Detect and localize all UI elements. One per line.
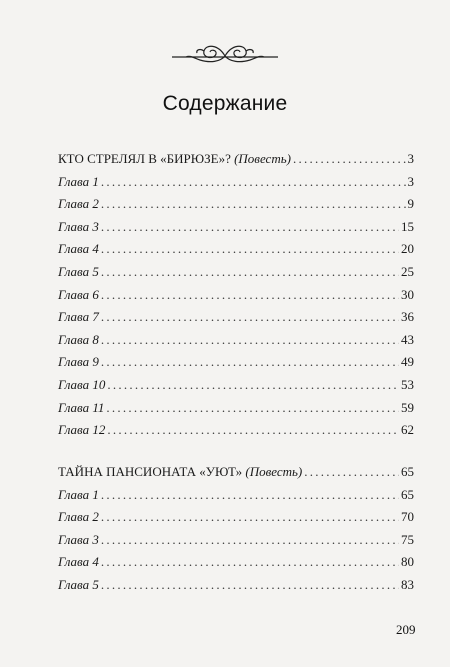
dot-leader bbox=[101, 351, 399, 374]
dot-leader bbox=[101, 529, 399, 552]
chapter-page: 62 bbox=[401, 422, 414, 438]
dot-leader bbox=[101, 506, 399, 529]
toc-chapter-row[interactable] bbox=[58, 306, 414, 329]
chapter-page: 20 bbox=[401, 241, 414, 257]
chapter-page: 83 bbox=[401, 576, 414, 592]
chapter-page: 30 bbox=[401, 286, 414, 302]
chapter-label: Глава 4 bbox=[58, 554, 99, 570]
chapter-label: Глава 3 bbox=[58, 218, 99, 234]
toc-section-2 bbox=[58, 461, 414, 597]
dot-leader bbox=[101, 261, 399, 284]
chapter-label: Глава 4 bbox=[58, 241, 99, 257]
chapter-page: 43 bbox=[401, 331, 414, 347]
section-title: ТАЙНА ПАНСИОНАТА «УЮТ» (Повесть) bbox=[58, 464, 303, 479]
chapter-label: Глава 1 bbox=[58, 486, 99, 502]
section-page: 3 bbox=[407, 151, 414, 166]
chapter-page: 59 bbox=[401, 399, 414, 415]
chapter-page: 36 bbox=[401, 309, 414, 325]
toc-chapter-row[interactable] bbox=[58, 216, 414, 239]
toc-chapter-row[interactable] bbox=[58, 329, 414, 352]
chapter-label: Глава 5 bbox=[58, 263, 99, 279]
chapter-page: 80 bbox=[401, 554, 414, 570]
toc-chapter-row[interactable] bbox=[58, 284, 414, 307]
section-page: 65 bbox=[401, 464, 414, 479]
toc-chapter-row[interactable] bbox=[58, 351, 414, 374]
toc-chapter-row[interactable] bbox=[58, 397, 414, 420]
chapter-label: Глава 9 bbox=[58, 354, 99, 370]
dot-leader bbox=[101, 329, 399, 352]
dot-leader bbox=[106, 397, 399, 420]
chapter-label: Глава 1 bbox=[58, 173, 99, 189]
chapter-label: Глава 3 bbox=[58, 531, 99, 547]
dot-leader bbox=[101, 484, 399, 507]
dot-leader bbox=[107, 419, 399, 442]
toc-chapter-row[interactable] bbox=[58, 484, 414, 507]
chapter-label: Глава 2 bbox=[58, 196, 99, 212]
chapter-label: Глава 7 bbox=[58, 309, 99, 325]
dot-leader bbox=[107, 374, 399, 397]
chapter-page: 3 bbox=[407, 173, 414, 189]
chapter-page: 70 bbox=[401, 509, 414, 525]
chapter-label: Глава 5 bbox=[58, 576, 99, 592]
toc-chapter-row[interactable] bbox=[58, 574, 414, 597]
dot-leader bbox=[101, 284, 399, 307]
chapter-page: 15 bbox=[401, 218, 414, 234]
section-title: КТО СТРЕЛЯЛ В «БИРЮЗЕ»? (Повесть) bbox=[58, 151, 291, 166]
toc-chapter-row[interactable] bbox=[58, 506, 414, 529]
chapter-label: Глава 12 bbox=[58, 422, 106, 438]
toc-section-1 bbox=[58, 148, 414, 442]
toc-chapter-row[interactable] bbox=[58, 551, 414, 574]
page-title: Содержание bbox=[162, 92, 288, 115]
dot-leader bbox=[101, 216, 399, 239]
dot-leader bbox=[101, 238, 399, 261]
chapter-page: 49 bbox=[401, 354, 414, 370]
toc-chapter-row[interactable] bbox=[58, 171, 414, 194]
chapter-page: 25 bbox=[401, 263, 414, 279]
chapter-page: 65 bbox=[401, 486, 414, 502]
chapter-page: 9 bbox=[407, 196, 414, 212]
page-number: 209 bbox=[396, 622, 416, 637]
toc-chapter-row[interactable] bbox=[58, 238, 414, 261]
dot-leader bbox=[101, 306, 399, 329]
toc-chapter-row[interactable] bbox=[58, 529, 414, 552]
dot-leader bbox=[101, 171, 406, 194]
dot-leader bbox=[101, 574, 399, 597]
chapter-label: Глава 8 bbox=[58, 331, 99, 347]
toc-chapter-row[interactable] bbox=[58, 419, 414, 442]
dot-leader bbox=[101, 551, 399, 574]
flourish-ornament-icon bbox=[170, 38, 280, 68]
toc-chapter-row[interactable] bbox=[58, 193, 414, 216]
dot-leader bbox=[101, 193, 406, 216]
chapter-label: Глава 6 bbox=[58, 286, 99, 302]
dot-leader bbox=[293, 148, 406, 171]
toc-section-heading[interactable] bbox=[58, 148, 414, 171]
chapter-label: Глава 11 bbox=[58, 399, 105, 415]
chapter-label: Глава 2 bbox=[58, 509, 99, 525]
toc-section-heading[interactable] bbox=[58, 461, 414, 484]
chapter-page: 75 bbox=[401, 531, 414, 547]
dot-leader bbox=[304, 461, 399, 484]
chapter-page: 53 bbox=[401, 376, 414, 392]
toc-chapter-row[interactable] bbox=[58, 261, 414, 284]
chapter-label: Глава 10 bbox=[58, 376, 106, 392]
toc-chapter-row[interactable] bbox=[58, 374, 414, 397]
